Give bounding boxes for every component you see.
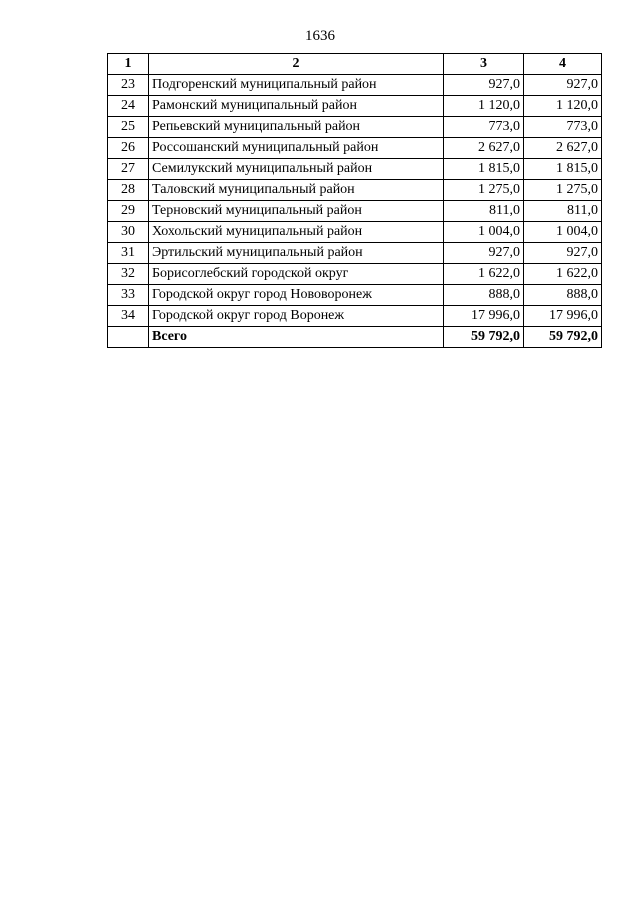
row-value-col4: 1 622,0 — [524, 264, 602, 285]
table-row — [108, 243, 602, 264]
row-name-cell: Борисоглебский городской округ — [149, 264, 444, 285]
row-number-cell: 29 — [108, 201, 149, 222]
table-header-row — [108, 54, 602, 75]
row-value-col3: 1 815,0 — [444, 159, 524, 180]
row-value-col4: 773,0 — [524, 117, 602, 138]
row-name-cell: Подгоренский муниципальный район — [149, 75, 444, 96]
row-number-cell: 32 — [108, 264, 149, 285]
row-name-cell: Эртильский муниципальный район — [149, 243, 444, 264]
row-number-cell: 26 — [108, 138, 149, 159]
total-row — [108, 327, 602, 348]
row-name-cell: Хохольский муниципальный район — [149, 222, 444, 243]
row-name-cell: Городской округ город Воронеж — [149, 306, 444, 327]
row-value-col3: 811,0 — [444, 201, 524, 222]
total-value-col3: 59 792,0 — [444, 327, 524, 348]
row-name-cell: Семилукский муниципальный район — [149, 159, 444, 180]
table-row — [108, 285, 602, 306]
row-value-col3: 773,0 — [444, 117, 524, 138]
row-name-cell: Репьевский муниципальный район — [149, 117, 444, 138]
row-value-col4: 927,0 — [524, 75, 602, 96]
row-value-col4: 1 120,0 — [524, 96, 602, 117]
row-value-col4: 2 627,0 — [524, 138, 602, 159]
row-value-col4: 1 004,0 — [524, 222, 602, 243]
row-value-col4: 1 275,0 — [524, 180, 602, 201]
row-name-cell: Рамонский муниципальный район — [149, 96, 444, 117]
table-row — [108, 96, 602, 117]
row-name-cell: Россошанский муниципальный район — [149, 138, 444, 159]
table-row — [108, 75, 602, 96]
row-name-cell: Терновский муниципальный район — [149, 201, 444, 222]
total-value-col4: 59 792,0 — [524, 327, 602, 348]
table-row — [108, 264, 602, 285]
total-label-cell: Всего — [149, 327, 444, 348]
row-value-col4: 888,0 — [524, 285, 602, 306]
column-header-2: 2 — [149, 54, 444, 75]
row-value-col4: 1 815,0 — [524, 159, 602, 180]
row-value-col3: 1 622,0 — [444, 264, 524, 285]
row-number-cell: 24 — [108, 96, 149, 117]
row-number-cell: 34 — [108, 306, 149, 327]
column-header-1: 1 — [108, 54, 149, 75]
column-header-3: 3 — [444, 54, 524, 75]
row-value-col3: 1 275,0 — [444, 180, 524, 201]
row-number-cell: 27 — [108, 159, 149, 180]
row-value-col3: 17 996,0 — [444, 306, 524, 327]
row-value-col4: 17 996,0 — [524, 306, 602, 327]
table-row — [108, 138, 602, 159]
row-number-cell: 28 — [108, 180, 149, 201]
row-value-col3: 927,0 — [444, 243, 524, 264]
row-value-col3: 927,0 — [444, 75, 524, 96]
page-number: 1636 — [305, 28, 335, 44]
table-row — [108, 159, 602, 180]
column-header-4: 4 — [524, 54, 602, 75]
data-table — [107, 53, 602, 348]
table-row — [108, 222, 602, 243]
row-number-cell: 31 — [108, 243, 149, 264]
row-value-col4: 811,0 — [524, 201, 602, 222]
row-name-cell: Городской округ город Нововоронеж — [149, 285, 444, 306]
table-row — [108, 201, 602, 222]
total-number-cell — [108, 327, 149, 348]
row-name-cell: Таловский муниципальный район — [149, 180, 444, 201]
row-value-col4: 927,0 — [524, 243, 602, 264]
row-value-col3: 888,0 — [444, 285, 524, 306]
row-value-col3: 1 004,0 — [444, 222, 524, 243]
row-value-col3: 1 120,0 — [444, 96, 524, 117]
table-row — [108, 306, 602, 327]
row-number-cell: 25 — [108, 117, 149, 138]
table-body — [108, 75, 602, 327]
row-number-cell: 23 — [108, 75, 149, 96]
row-value-col3: 2 627,0 — [444, 138, 524, 159]
row-number-cell: 33 — [108, 285, 149, 306]
table-row — [108, 117, 602, 138]
row-number-cell: 30 — [108, 222, 149, 243]
table-row — [108, 180, 602, 201]
